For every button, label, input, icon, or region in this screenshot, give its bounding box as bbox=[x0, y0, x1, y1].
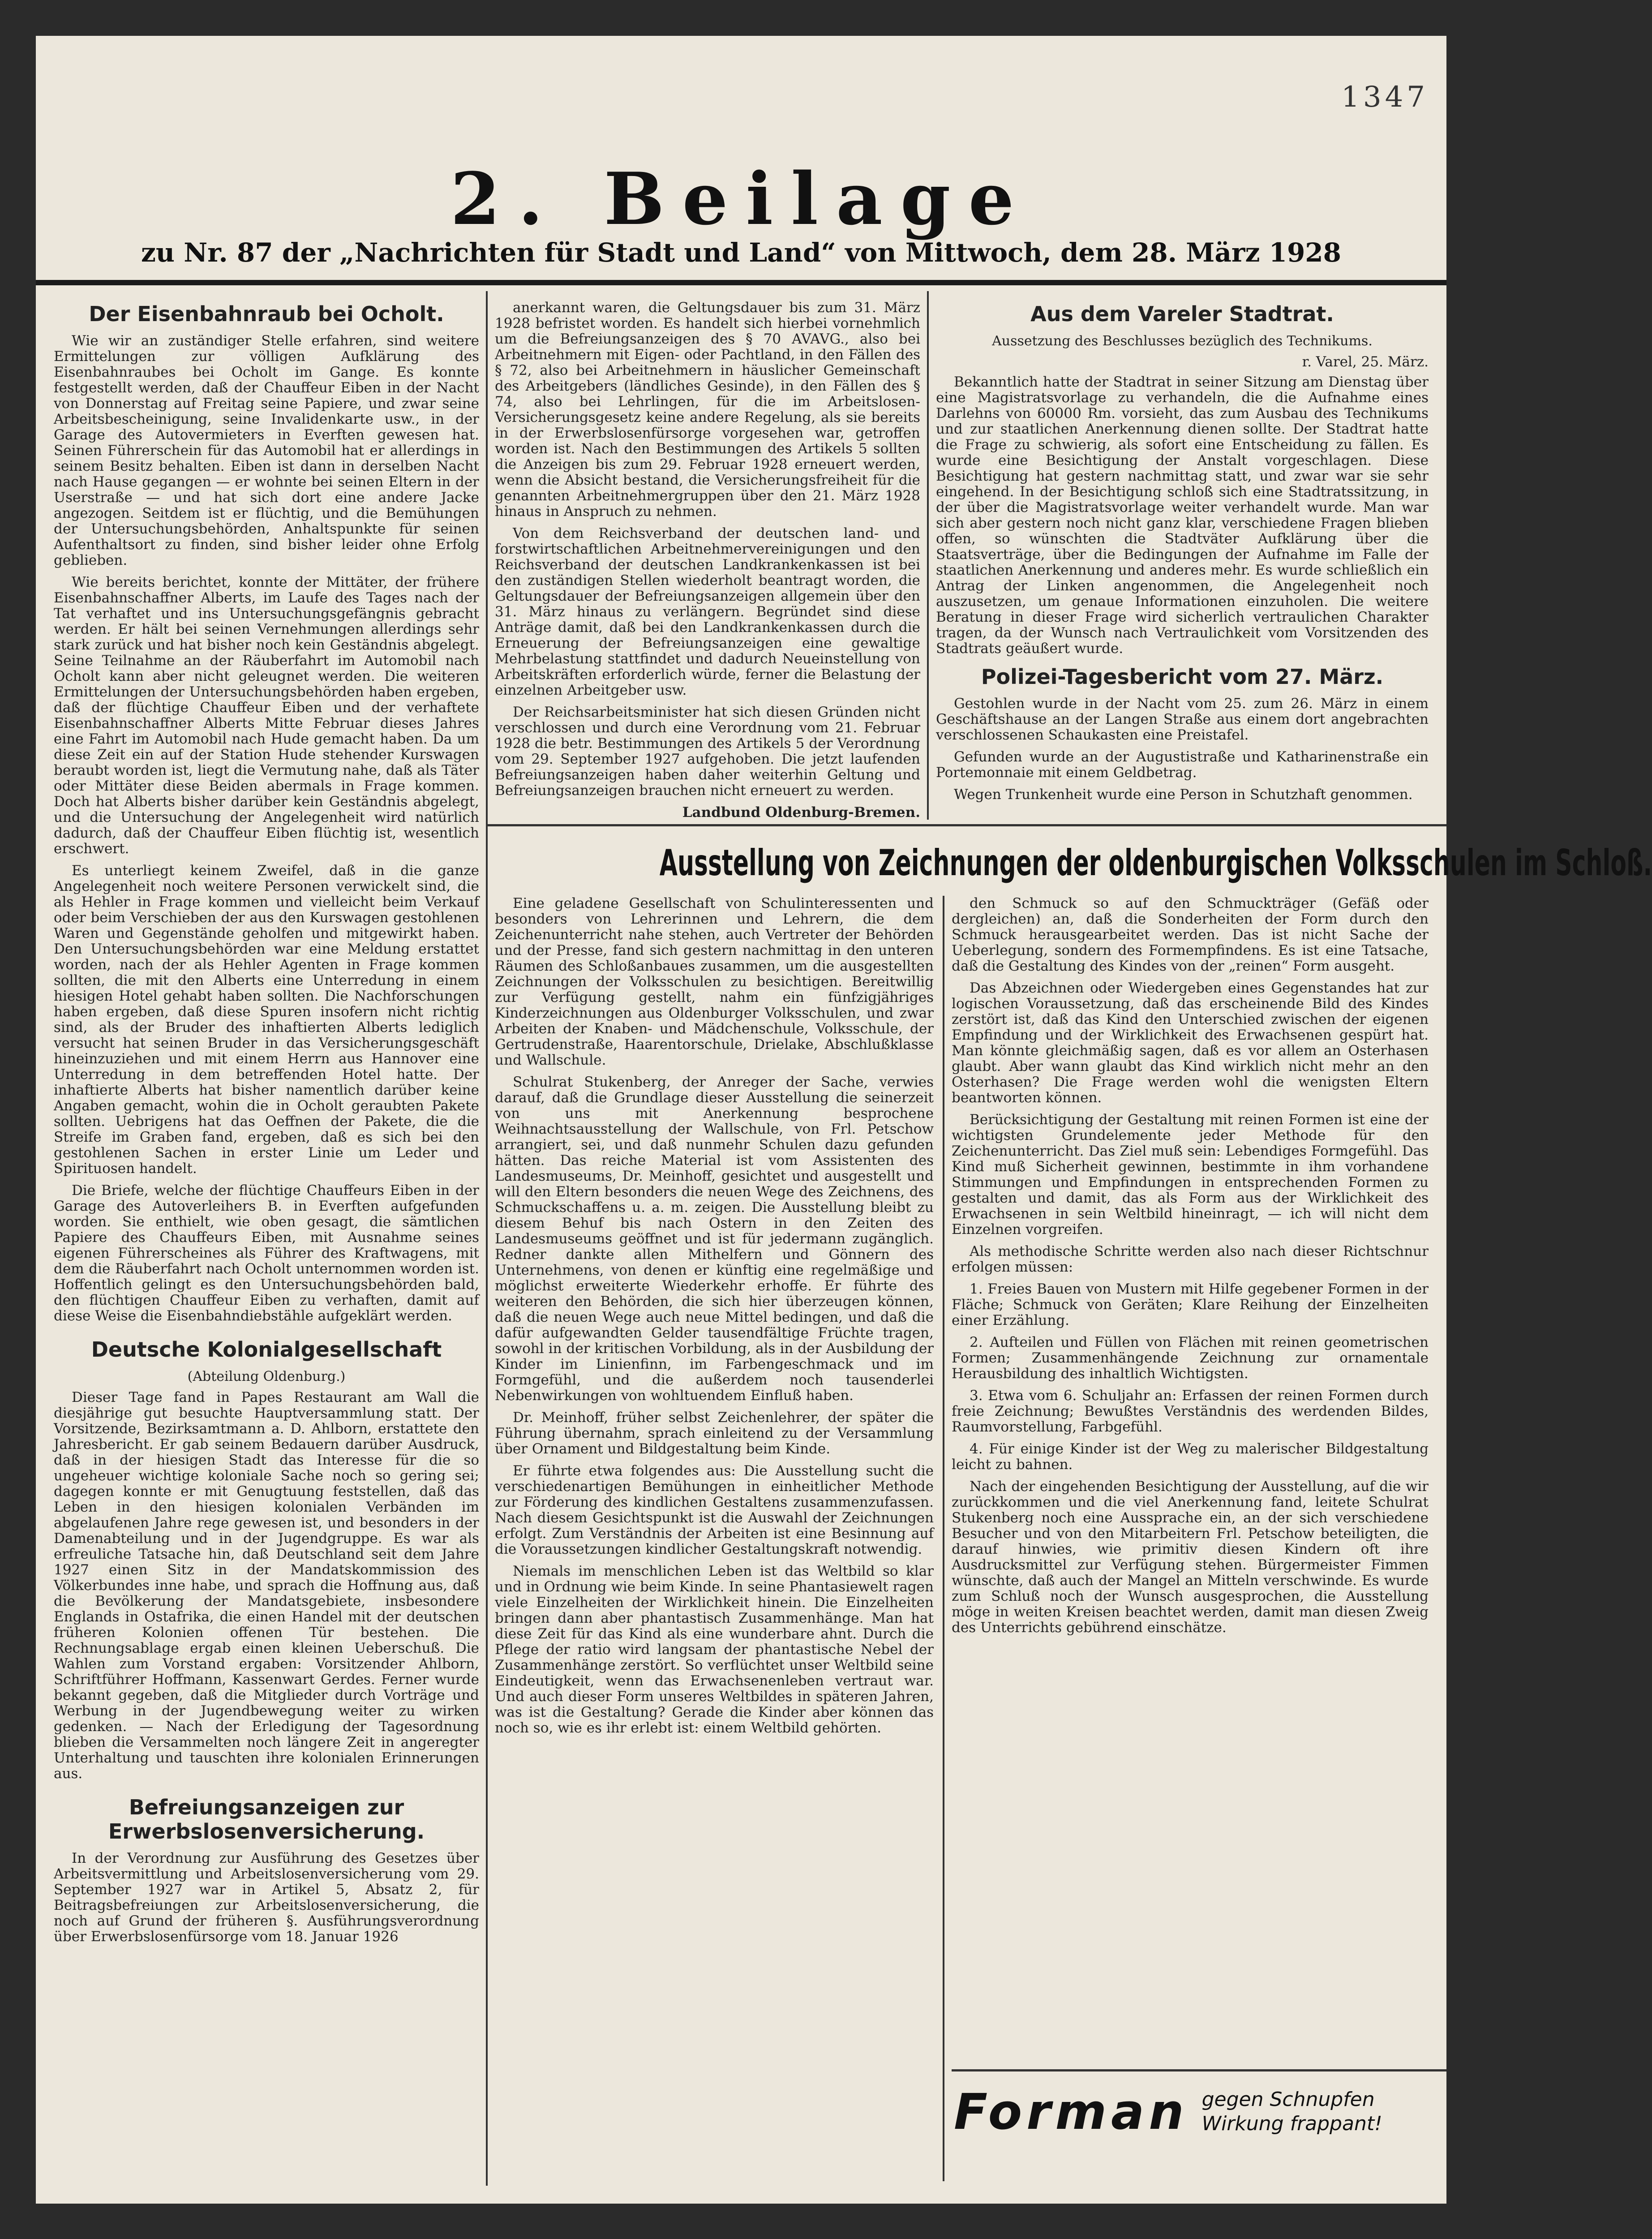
paragraph: Dieser Tage fand in Papes Restaurant am Wall die diesjährige gut besuchte Hauptversammlung statt. Der Vorsitzende, Bezirksamtmann a. D. Ahlborn, erstattete den Jahresbericht. Er gab seinem Bedauern darüber Ausdruck, daß in der hiesigen Stadt das Interesse für die so ungeheuer wichtige koloniale Sache noch so gering sei; dagegen konnte er mit Genugtuung feststellen, daß das Leben in den hiesigen kolonialen Verbänden im abgelaufenen Jahre rege gewesen ist, und besonders in der Damenabteilung und in der Jugendgruppe. Es war als erfreuliche Tatsache hin, daß Deutschland seit dem Jahre 1927 einen Sitz in der Mandatskommission des Völkerbundes inne habe, und sprach die Hoffnung aus, daß die Bevölkerung der Mandatsgebiete, insbesondere Englands in Ostafrika, die einen Handel mit der deutschen früheren Kolonien offenen Tür bestehen. Die Rechnungsablage ergab einen kleinen Ueberschuß. Die Wahlen zum Vorstand ergaben: Vorsitzender Ahlborn, Schriftführer Hoffmann, Kassenwart Gerdes. Ferner wurde bekannt gegeben, daß die Mitglieder durch Vorträge und Werbung in der Jugendbewegung weiter zu wirken gedenken. — Nach der Erledigung der Tagesordnung blieben die Versammelten noch längere Zeit in angeregter Unterhaltung und tauschten ihre kolonialen Erinnerungen aus. bbox=[54, 1389, 479, 1782]
ad-tagline-line1: gegen Schnupfen bbox=[1201, 2088, 1375, 2111]
paragraph: Die Briefe, welche der flüchtige Chauffeurs Eiben in der Garage des Autoverleihers B. in Everften aufgefunden worden. Sie enthielt, wie oben gesagt, die sämtlichen Papiere des Chauffeurs Eiben, mit Ausnahme seines eigenen Führerscheines als Führer des Kraftwagens, mit dem die Räuberfahrt nach Ocholt unternommen worden ist. Hoffentlich gelingt es den Untersuchungsbehörden bald, den flüchtigen Chauffeur Eiben zu verhaften, damit auf diese Weise die Eisenbahndiebstähle aufgeklärt werden. bbox=[54, 1182, 479, 1324]
signature: Landbund Oldenburg-Bremen. bbox=[682, 804, 920, 821]
headline-befreiungsanzeigen: Befreiungsanzeigen zur Erwerbslosenversicherung. bbox=[108, 1795, 425, 1844]
paragraph: den Schmuck so auf den Schmuckträger (Gefäß oder dergleichen) an, daß die Sonderheiten der Form durch den Schmuck herausgearbeitet werden. Das ist nicht Sache der Ueberlegung, sondern des Formempfindens. Es ist eine Tatsache, daß die Gestaltung des Kindes von der „reinen“ Form ausgeht. bbox=[952, 895, 1429, 974]
list-item: 2. Aufteilen und Füllen von Flächen mit reinen geometrischen Formen; Zusammenhängende Zeichnung zur ornamentale Herausbildung des inhaltlich Wichtigsten. bbox=[952, 1334, 1429, 1382]
list-item: 3. Etwa vom 6. Schuljahr an: Erfassen der reinen Formen durch freie Zeichnung; Bewußtes Verständnis des werdenden Bildes, Raumvorstellung, Farbgefühl. bbox=[952, 1388, 1429, 1435]
paragraph: Als methodische Schritte werden also nach dieser Richtschnur erfolgen müssen: bbox=[952, 1243, 1429, 1275]
paragraph: In der Verordnung zur Ausführung des Gesetzes über Arbeitsvermittlung und Arbeitslosenversicherung vom 29. September 1927 war in Artikel 5, Absatz 2, für Beitragsbefreiungen zur Arbeitslosenversicherung, die noch auf Grund der früheren §. Ausführungsverordnung über Erwerbslosenfürsorge vom 18. Januar 1926 bbox=[54, 1850, 479, 1945]
paragraph: Bekanntlich hatte der Stadtrat in seiner Sitzung am Dienstag über eine Magistratsvorlage zu verhandeln, die die Aufnahme eines Darlehns von 60000 Rm. vorsieht, das zum Ausbau des Technikums und zur staatlichen Anerkennung dienen sollte. Der Stadtrat hatte die Frage zu schwierig, als sofort eine Entscheidung zu fällen. Es wurde eine Besichtigung der Anstalt vorgeschlagen. Diese Besichtigung hat gestern nachmittag statt, und zwar war sie sehr eingehend. In der Besichtigung schloß sich eine Stadtratssitzung, in der über die Magistratsvorlage weiter verhandelt wurde. Man war sich aber gestern noch nicht ganz klar, verschiedene Fragen blieben offen, so wünschten die Stadtväter Aufklärung über die Staatsverträge, über die Bedingungen der Aufnahme im Falle der staatlichen Anerkennung und anderes mehr. Es wurde schließlich ein Antrag der Linken angenommen, die Angelegenheit noch auszusetzen, um genaue Informationen einzuholen. Die weitere Beratung in dieser Frage wird sicherlich vertraulichen Charakter tragen, da der Wunsch nach Vertraulichkeit vom Vorsitzenden des Stadtrats geäußert wurde. bbox=[936, 374, 1429, 657]
column-divider bbox=[486, 291, 488, 2186]
column-divider bbox=[943, 896, 944, 2181]
paragraph: Von dem Reichsverband der deutschen land- und forstwirtschaftlichen Arbeitnehmervereinigungen und den Reichsverband der deutschen Landkrankenkassen ist bei den zuständigen Stellen wiederholt beantragt worden, die Geltungsdauer der Befreiungsanzeigen allgemein über den 31. März hinaus zu verlängern. Begründet sind diese Anträge damit, daß bei den Landkrankenkassen durch die Erneuerung der Befreiungsanzeigen eine gewaltige Mehrbelastung stattfindet und dadurch Neueinstellung von Arbeitskräften erforderlich würde, ferner die Belastung der einzelnen Arbeitgeber usw. bbox=[495, 525, 920, 698]
column-right bbox=[936, 300, 1429, 815]
supplement-subtitle: zu Nr. 87 der „Nachrichten für Stadt und Land“ von Mittwoch, dem 28. März 1928 bbox=[141, 237, 1342, 268]
ad-tagline bbox=[1202, 2088, 1382, 2136]
paragraph: Gefunden wurde an der Augustistraße und Katharinenstraße ein Portemonnaie mit einem Geldbetrag. bbox=[936, 749, 1429, 781]
exhibition-column-right bbox=[952, 896, 1429, 2060]
headline-ausstellung: Ausstellung von Zeichnungen der oldenburgischen Volksschulen im Schloß. bbox=[659, 842, 1652, 884]
paragraph: Der Reichsarbeitsminister hat sich diesen Gründen nicht verschlossen und durch eine Verordnung vom 21. Februar 1928 die betr. Bestimmungen des Artikels 5 der Verordnung vom 29. September 1927 aufgehoben. Die jetzt laufenden Befreiungsanzeigen haben daher weiterhin Geltung und Befreiungsanzeigen brauchen nicht erneuert zu werden. bbox=[495, 704, 920, 799]
headline-polizei-tagesbericht: Polizei-Tagesbericht vom 27. März. bbox=[981, 665, 1384, 689]
list-item: 4. Für einige Kinder ist der Weg zu malerischer Bildgestaltung leicht zu bahnen. bbox=[952, 1441, 1429, 1473]
masthead-rule bbox=[36, 280, 1446, 285]
page-number: 1347 bbox=[1341, 81, 1429, 114]
paragraph: Wegen Trunkenheit wurde eine Person in Schutzhaft genommen. bbox=[954, 786, 1413, 803]
paragraph: Niemals im menschlichen Leben ist das Weltbild so klar und in Ordnung wie beim Kinde. In seine Phantasiewelt ragen viele Einzelheiten der Wirklichkeit hinein. Die Einzelheiten bringen dann aber phantastisch Zusammenhänge. Man hat diese Zeit für das Kind als eine wunderbare ahnt. Durch die Pflege der ratio wird langsam der phantastische Nebel der Zusammenhänge zerstört. So verflüchtet unser Weltbild seine Eindeutigkeit, wenn das Erwachsenenleben vertraut war. Und auch dieser Form unseres Weltbildes in späteren Jahren, was ist die Gestaltung? Gerade die Kinder aber können das noch so, wie es ihr erlebt ist: einem Weltbild gehörten. bbox=[495, 1563, 934, 1736]
exhibition-column-left bbox=[495, 896, 934, 2181]
supplement-title: 2. Beilage bbox=[450, 157, 1032, 241]
paragraph: Berücksichtigung der Gestaltung mit reinen Formen ist eine der wichtigsten Grundelemente jeder Methode für den Zeichenunterricht. Das Ziel muß sein: Lebendiges Formgefühl. Das Kind muß Sicherheit gewinnen, bestimmte in ihm vorhandene Stimmungen und Empfindungen in entsprechenden Formen zu gestalten und damit, das als Form aus der Wirklichkeit des Erwachsenen in sein Weltbild hineinragt, — ich will nicht dem Einzelnen vorgreifen. bbox=[952, 1112, 1429, 1238]
advertisement bbox=[954, 2080, 1393, 2143]
ad-tagline-line2: Wirkung frappant! bbox=[1201, 2112, 1382, 2135]
ad-rule bbox=[952, 2069, 1446, 2071]
headline-vareler-stadtrat: Aus dem Vareler Stadtrat. bbox=[1030, 302, 1334, 326]
paragraph: Er führte etwa folgendes aus: Die Ausstellung sucht die verschiedenartigen Bemühungen in einheitlicher Methode zur Förderung des kindlichen Gestaltens zusammenzufassen. Nach diesem Gesichtspunkt ist die Auswahl der Zeichnungen erfolgt. Zum Verständnis der Arbeiten ist eine Besinnung auf die Voraussetzungen kindlicher Gestaltungskraft notwendig. bbox=[495, 1463, 934, 1557]
dateline: r. Varel, 25. März. bbox=[1302, 354, 1429, 370]
paragraph: Wie bereits berichtet, konnte der Mittäter, der frühere Eisenbahnschaffner Alberts, im Laufe des Tages nach der Tat verhaftet und ins Untersuchungsgefängnis gebracht werden. Er hält bei seinen Vernehmungen allerdings sehr stark zurück und hat bisher noch kein Geständnis abgelegt. Seine Teilnahme an der Räuberfahrt im Automobil nach Ocholt kann aber nicht geleugnet werden. Die weiteren Ermittelungen der Untersuchungsbehörden haben ergeben, daß der flüchtige Chauffeur Eiben und der verhaftete Eisenbahnschaffner Alberts Mitte Februar dieses Jahres eine Fahrt im Automobil nach Hude gemacht haben. Da um diese Zeit ein auf der Station Hude stehender Kurswagen beraubt worden ist, liegt die Vermutung nahe, daß als Täter oder Mittäter diese Beiden abermals in Frage kommen. Doch hat Alberts bisher darüber kein Geständnis abgelegt, und die Untersuchung der Angelegenheit wird natürlich dadurch, daß der Chauffeur Eiben flüchtig ist, wesentlich erschwert. bbox=[54, 574, 479, 857]
subheadline-kolonial: (Abteilung Oldenburg.) bbox=[187, 1369, 346, 1384]
paragraph: Es unterliegt keinem Zweifel, daß in die ganze Angelegenheit noch weitere Personen verwickelt sind, die als Hehler in Frage kommen und vielleicht beim Verkauf oder beim Verschieben der aus den Kurswagen gestohlenen Waren und Gegenstände geholfen und mitgewirkt haben. Den Untersuchungsbehörden war eine Meldung erstattet worden, nach der als Hehler Agenten in Frage kommen sollten, die mit den Alberts eine Unterredung in einem hiesigen Hotel gehabt haben sollten. Die Nachforschungen haben ergeben, daß diese Spuren insofern nicht richtig sind, als der Bruder des inhaftierten Alberts lediglich versucht hat seinen Bruder in das Versicherungsgeschäft hineinzuziehen und mit einem Herrn aus Hannover eine Unterredung in dem betreffenden Hotel hatte. Der inhaftierte Alberts hat bisher namentlich darüber keine Angaben gemacht, wohin die in Ocholt geraubten Pakete sollten. Uebrigens hat das Oeffnen der Pakete, die die Streife im Graben fand, ergeben, daß es sich bei den gestohlenen Sachen in erster Linie um Leder und Spirituosen handelt. bbox=[54, 863, 479, 1177]
headline-eisenbahnraub: Der Eisenbahnraub bei Ocholt. bbox=[89, 302, 444, 326]
paragraph: Dr. Meinhoff, früher selbst Zeichenlehrer, der später die Führung übernahm, sprach einleitend zu der Versammlung über Ornament und Bildgestaltung beim Kinde. bbox=[495, 1410, 934, 1457]
paragraph: Das Abzeichnen oder Wiedergeben eines Gegenstandes hat zur logischen Voraussetzung, daß das erscheinende Bild des Kindes zerstört ist, daß das Kind den Unterschied zwischen der eigenen Empfindung und der Wirklichkeit des Erwachsenen gespürt hat. Man könnte gleichmäßig sagen, daß es vor allem an Osterhasen glaubt. Aber wann glaubt das Kind wirklich nicht mehr an den Osterhasen? Die Frage werden wohl die wenigsten Eltern beantworten können. bbox=[952, 980, 1429, 1106]
list-item: 1. Freies Bauen von Mustern mit Hilfe gegebener Formen in der Fläche; Schmuck von Geräten; Klare Reihung der Einzelheiten einer Erzählung. bbox=[952, 1281, 1429, 1328]
paragraph: anerkannt waren, die Geltungsdauer bis zum 31. März 1928 befristet worden. Es handelt sich hierbei vornehmlich um die Befreiungsanzeigen des § 70 AVAVG., also bei Arbeitnehmern mit Eigen- oder Pachtland, in den Fällen des § 72, also bei Arbeitnehmern in häuslicher Gemeinschaft des Arbeitgebers (ländliches Gesinde), in den Fällen des § 74, also bei Lehrlingen, für die im Arbeitslosen-Versicherungsgesetz keine andere Regelung, als sie bereits in der Erwerbslosenfürsorge vorgesehen war, getroffen worden ist. Nach den Bestimmungen des Artikels 5 sollten die Anzeigen bis zum 29. Februar 1928 erneuert werden, wenn die Absicht bestand, die Versicherungsfreiheit für die genannten Arbeitnehmergruppen über den 21. März 1928 hinaus in Anspruch zu nehmen. bbox=[495, 300, 920, 520]
paragraph: Nach der eingehenden Besichtigung der Ausstellung, auf die wir zurückkommen und die viel Anerkennung fand, leitete Schulrat Stukenberg noch eine Aussprache ein, an der sich verschiedene Besucher und von den Mitarbeitern Frl. Petschow beteiligten, die darauf hinwies, wie primitiv diesen Kindern oft ihre Ausdrucksmittel zur Verfügung stehen. Bürgermeister Fimmen wünschte, daß auch der Mangel an Mitteln verschwinde. Es wurde zum Schluß noch der Wunsch ausgesprochen, die Ausstellung möge in weiten Kreisen beachtet werden, damit man diesen Zweig des Unterrichts gebührend einschätze. bbox=[952, 1478, 1429, 1636]
headline-kolonialgesellschaft: Deutsche Kolonialgesellschaft bbox=[91, 1337, 442, 1362]
paragraph: Schulrat Stukenberg, der Anreger der Sache, verwies darauf, daß die Grundlage dieser Ausstellung die seinerzeit von uns mit Anerkennung besprochene Weihnachtsausstellung der Wallschule, von Frl. Petschow arrangiert, sei, und daß nunmehr Schulen dazu gefunden hätten. Das reiche Material ist vom Assistenten des Landesmuseums, Dr. Meinhoff, gesichtet und ausgestellt und will den Eltern besonders die neuen Wege des Zeichnens, des Schmuckschaffens u. a. m. zeigen. Die Ausstellung bleibt zu diesem Behuf bis nach Ostern in den Zeiten des Landesmuseums geöffnet und ist für jedermann zugänglich. Redner dankte allen Mithelfern und Gönnern des Unternehmens, von denen er künftig eine regelmäßige und möglichst erweiterte Wiederkehr erhoffe. Er führte des weiteren den Behörden, die sich hier überzeugen können, daß die neuen Wege auch neue Mittel bedingen, und daß die dafür aufgewandten Gelder tausendfältige Früchte tragen, sowohl in der kritischen Vorbildung, als in der Ausbildung der Kinder im Linienfinn, im Farbengeschmack und im Formgefühl, und die außerdem noch tausenderlei Nebenwirkungen von wohltuendem Einfluß haben. bbox=[495, 1074, 934, 1404]
newspaper-page bbox=[36, 36, 1652, 2204]
section-rule bbox=[486, 824, 1446, 826]
column-divider bbox=[927, 291, 929, 820]
paragraph: Gestohlen wurde in der Nacht vom 25. zum 26. März in einem Geschäftshause an der Langen Straße aus einem dort angebrachten verschlossenen Schaukasten eine Preistafel. bbox=[936, 696, 1429, 743]
subheadline-vareler: Aussetzung des Beschlusses bezüglich des Technikums. bbox=[992, 333, 1373, 349]
column-left bbox=[54, 300, 479, 2181]
column-middle bbox=[495, 300, 920, 821]
paragraph: Wie wir an zuständiger Stelle erfahren, sind weitere Ermittelungen zur völligen Aufklärung des Eisenbahnraubes bei Ocholt im Gange. Es konnte festgestellt werden, daß der Chauffeur Eiben in der Nacht von Donnerstag auf Freitag seine Papiere, und zwar seine Arbeitsbescheinigung, seine Invalidenkarte usw., in der Garage des Autovermieters in Everften gewesen hat. Seinen Führerschein für das Automobil hat er allerdings in seinem Besitz behalten. Eiben ist dann in derselben Nacht nach Hause gegangen — er wohnte bei seinen Eltern in der Userstraße — und hat sich dort eine andere Jacke angezogen. Seitdem ist er flüchtig, und die Bemühungen der Untersuchungsbehörden, Anhaltspunkte für seinen Aufenthaltsort zu finden, sind bisher leider ohne Erfolg geblieben. bbox=[54, 333, 479, 568]
ad-brand-logo: Forman bbox=[954, 2083, 1189, 2140]
paragraph: Eine geladene Gesellschaft von Schulinteressenten und besonders von Lehrerinnen und Lehrern, die dem Zeichenunterricht nahe stehen, auch Vertreter der Behörden und der Presse, fand sich gestern nachmittag in den unteren Räumen des Schloßanbaues zusammen, um die ausgestellten Zeichnungen der Volksschulen zu besichtigen. Bereitwillig zur Verfügung gestellt, nahm ein fünfzigjähriges Kinderzeichnungen aus Oldenburger Volksschulen, und zwar Arbeiten der Knaben- und Mädchenschule, Volksschule, der Gertrudenstraße, Haarentorschule, Drielake, Abschlußklasse und Wallschule. bbox=[495, 895, 934, 1068]
